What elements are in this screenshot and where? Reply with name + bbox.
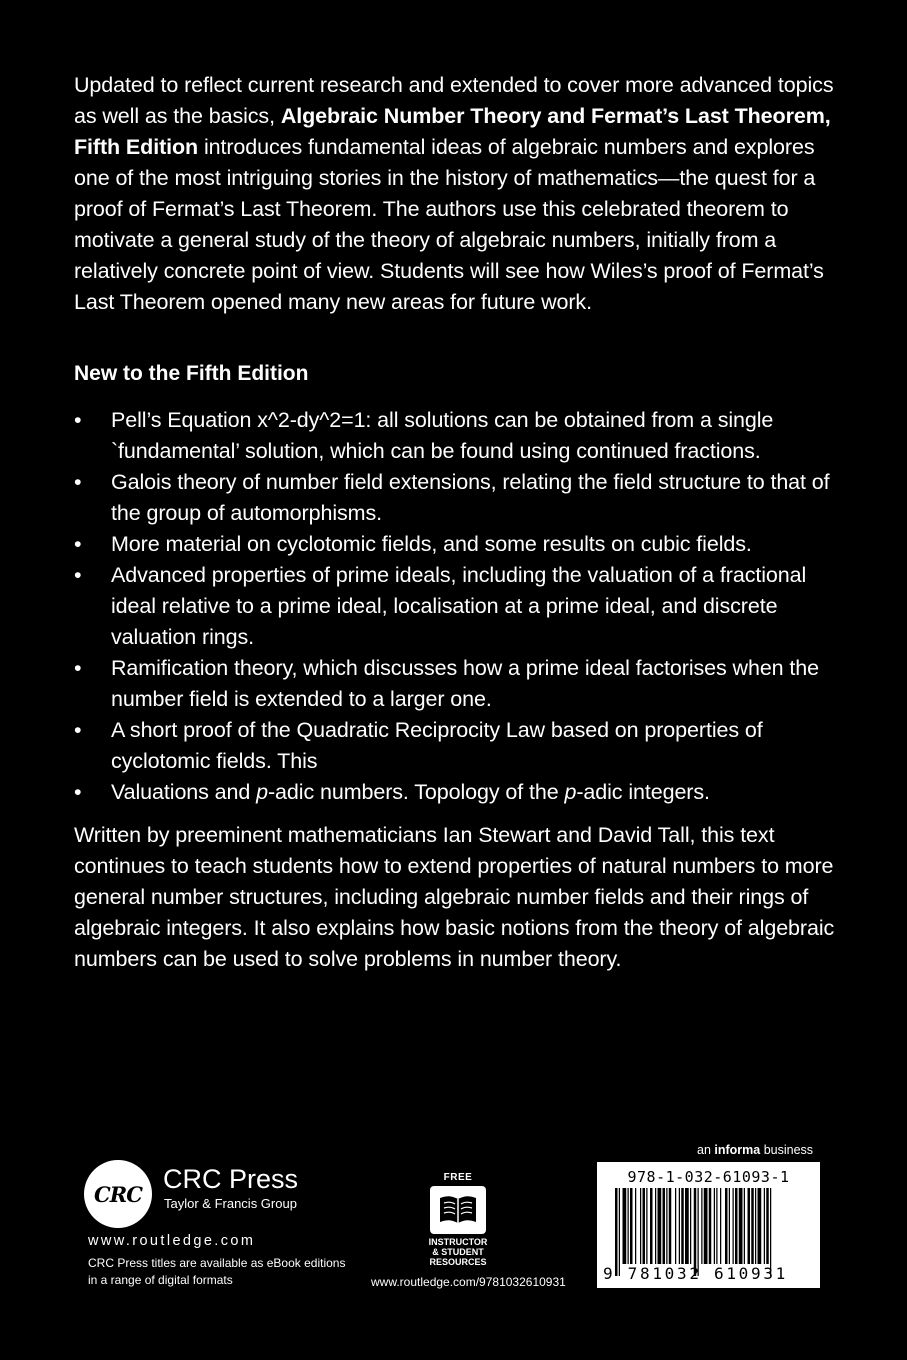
new-features-list xyxy=(74,405,836,808)
barcode-bar xyxy=(701,1188,702,1264)
bullet-icon: • xyxy=(74,470,82,494)
barcode-bar xyxy=(694,1188,697,1276)
free-resources-badge xyxy=(420,1172,496,1267)
publisher-group: Taylor & Francis Group xyxy=(164,1196,297,1211)
text-part: -adic integers. xyxy=(576,780,710,804)
resources-url[interactable]: www.routledge.com/9781032610931 xyxy=(371,1275,566,1289)
new-edition-heading: New to the Fifth Edition xyxy=(74,362,309,385)
barcode-bar xyxy=(675,1188,676,1264)
intro-rest: introduces fundamental ideas of algebraic numbers and explores one of the most intriguing stories in the history of mathematics—the quest for a proof of Fermat’s Last Theorem. The authors use this celebrated theorem to motivate a general study of the theory of algebraic numbers, initially from a relatively concrete point of view. Students will see how Wiles’s proof of Fermat’s Last Theorem opened many new areas for future work. xyxy=(74,135,824,314)
list-item-text: Advanced properties of prime ideals, including the valuation of a fractional ideal relative to a prime ideal, localisation at a prime ideal, and discrete valuation rings. xyxy=(111,563,807,649)
resources-line: & STUDENT xyxy=(432,1247,484,1257)
italic-p: p xyxy=(256,780,268,804)
barcode-bar xyxy=(623,1188,627,1264)
bullet-icon: • xyxy=(74,656,82,680)
barcode-bar xyxy=(658,1188,662,1264)
barcode-bar xyxy=(744,1188,745,1264)
open-book-icon xyxy=(430,1186,486,1234)
authors-paragraph: Written by preeminent mathematicians Ian Stewart and David Tall, this text continues to teach students how to extend properties of natural numbers to more general number structures, including algebraic number fields and their rings of algebraic integers. It also explains how basic notions from the theory of algebraic numbers can be used to solve problems in number theory. xyxy=(74,823,835,971)
ebook-note: CRC Press titles are available as eBook editions in a range of digital formats xyxy=(88,1256,346,1287)
barcode-bar xyxy=(764,1188,765,1264)
book-title: Algebraic Number Theory and Fermat’s Last Theorem, Fifth Edition xyxy=(74,104,831,159)
barcode-bar xyxy=(755,1188,756,1264)
isbn-digits: 9 781032 610931 xyxy=(603,1264,788,1283)
barcode-bar xyxy=(646,1188,647,1264)
list-item xyxy=(74,560,836,653)
crc-logo: CRC xyxy=(84,1160,152,1228)
text-part: -adic numbers. Topology of the xyxy=(268,780,565,804)
barcode-bar xyxy=(666,1188,667,1264)
barcode-bar xyxy=(735,1188,738,1264)
barcode-bar xyxy=(619,1188,620,1276)
resources-line: INSTRUCTOR xyxy=(428,1237,488,1247)
bullet-icon: • xyxy=(74,718,82,742)
bullet-icon: • xyxy=(74,408,82,432)
barcode-bar xyxy=(729,1188,730,1264)
barcode-bar xyxy=(685,1188,689,1264)
barcode-bar xyxy=(704,1188,708,1264)
barcode-bar xyxy=(698,1188,699,1276)
barcode-bar xyxy=(709,1188,712,1264)
barcode-bars xyxy=(615,1188,815,1276)
list-item-text xyxy=(111,780,710,804)
list-item xyxy=(74,467,836,529)
list-item xyxy=(74,653,836,715)
publisher-website: www.routledge.com xyxy=(88,1233,256,1249)
list-item-text: Ramification theory, which discusses how a prime ideal factorises when the number field is extended to a larger one. xyxy=(111,656,820,711)
barcode-bar xyxy=(725,1188,728,1264)
informa-prefix: an xyxy=(697,1143,715,1157)
informa-suffix: business xyxy=(760,1143,814,1157)
barcode-bar xyxy=(643,1188,646,1264)
list-item-text: More material on cyclotomic fields, and some results on cubic fields. xyxy=(111,532,752,556)
free-label: FREE xyxy=(443,1172,473,1183)
barcode-bar xyxy=(716,1188,717,1264)
barcode-bar xyxy=(630,1188,633,1264)
resources-label xyxy=(420,1237,496,1267)
barcode-bar xyxy=(758,1188,762,1264)
list-item xyxy=(74,715,836,777)
bullet-icon: • xyxy=(74,563,82,587)
barcode-bar xyxy=(733,1188,734,1264)
barcode-bar xyxy=(628,1188,629,1264)
isbn-barcode xyxy=(597,1162,820,1288)
barcode-bar xyxy=(681,1188,684,1264)
italic-p: p xyxy=(564,780,577,804)
barcode-bar xyxy=(739,1188,743,1264)
barcode-bar xyxy=(615,1188,618,1276)
barcode-bar xyxy=(655,1188,656,1264)
list-item xyxy=(74,777,836,808)
bullet-icon: • xyxy=(74,532,82,556)
barcode-bar xyxy=(650,1188,653,1264)
barcode-bar xyxy=(720,1188,721,1264)
barcode-bar xyxy=(690,1188,691,1264)
publisher-name: CRC Press xyxy=(163,1164,299,1194)
barcode-bar xyxy=(766,1188,769,1264)
barcode-bar xyxy=(714,1188,715,1264)
list-item xyxy=(74,529,836,560)
list-item xyxy=(74,405,836,467)
intro-lead: Updated to reflect current research and extended to cover more advanced topics as well as the basics, xyxy=(74,73,834,128)
intro-paragraph xyxy=(74,70,836,318)
text-part: Valuations and xyxy=(111,780,257,804)
barcode-bar xyxy=(748,1188,751,1264)
barcode-bar xyxy=(640,1188,641,1264)
barcode-bar xyxy=(669,1188,672,1264)
isbn-text: 978-1-032-61093-1 xyxy=(627,1168,790,1186)
barcode-bar xyxy=(663,1188,666,1264)
barcode-bar xyxy=(751,1188,754,1264)
resources-line: RESOURCES xyxy=(429,1257,487,1267)
bullet-icon: • xyxy=(74,780,82,804)
barcode-bar xyxy=(679,1188,680,1264)
list-item-text: Galois theory of number field extensions, relating the field structure to that of the group of automorphisms. xyxy=(111,470,830,525)
barcode-bar xyxy=(635,1188,636,1264)
informa-brand: informa xyxy=(714,1143,761,1157)
informa-business-label xyxy=(697,1143,813,1157)
list-item-text: Pell’s Equation x^2-dy^2=1: all solutions can be obtained from a single `fundamental’ solution, which can be found using continued fractions. xyxy=(111,408,774,463)
barcode-bar xyxy=(770,1188,771,1276)
list-item-text: A short proof of the Quadratic Reciprocity Law based on properties of cyclotomic fields. This xyxy=(111,718,763,773)
